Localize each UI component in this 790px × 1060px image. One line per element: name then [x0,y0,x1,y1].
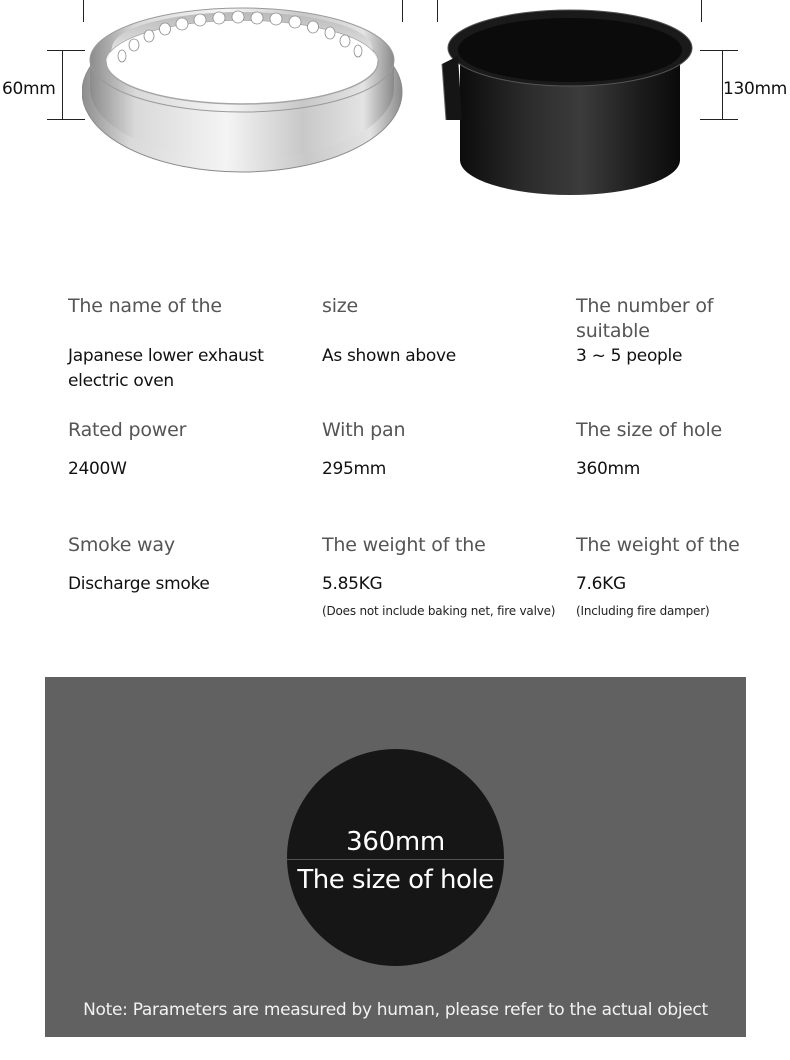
spec-label: Smoke way [68,534,175,556]
spec-cell-hole [576,418,766,482]
spec-value: 7.6KG [576,574,626,594]
spec-cell-name [68,294,298,394]
spec-value: Japanese lower exhaust electric oven [68,346,264,391]
spec-cell-weight-a [322,533,562,619]
black-pan-image [440,0,700,205]
stainless-ring-image [82,0,404,180]
product-images [0,0,790,220]
hole-size-value: 360mm [346,827,445,857]
pan-dim-top-line [700,50,738,51]
spec-value: Discharge smoke [68,574,210,594]
pan-height-label: 130mm [723,79,788,99]
spec-cell-people [576,294,746,369]
ring-height-label: 60mm [2,79,56,99]
spec-label: With pan [322,419,406,441]
spec-label: The size of hole [576,419,723,441]
spec-cell-power [68,418,298,482]
spec-value: 2400W [68,459,127,479]
guide-tick [437,0,438,22]
spec-label: size [322,295,359,317]
ring-dim-bottom-line [47,119,85,120]
spec-cell-pan [322,418,552,482]
spec-note: (Does not include baking net, fire valve) [322,604,556,618]
spec-cell-size [322,294,552,369]
hole-circle [287,749,504,966]
spec-cell-smoke [68,533,298,597]
spec-label: The weight of the [322,534,486,556]
spec-value: 5.85KG [322,574,383,594]
spec-note: (Including fire damper) [576,604,710,618]
spec-value: 295mm [322,459,387,479]
spec-value: 3 ~ 5 people [576,346,683,366]
spec-label: Rated power [68,419,187,441]
ring-dim-vertical-line [62,50,63,120]
spec-label: The number of suitable [576,295,714,342]
measurement-note: Note: Parameters are measured by human, please refer to the actual object [83,1000,708,1020]
pan-dim-bottom-line [700,119,738,120]
hole-divider-line [287,859,504,860]
guide-tick [701,0,702,22]
spec-value: 360mm [576,459,641,479]
spec-cell-weight-b [576,533,766,619]
ring-dim-top-line [47,50,85,51]
spec-label: The name of the [68,295,222,317]
spec-label: The weight of the [576,534,740,556]
hole-size-panel [45,677,746,1037]
spec-value: As shown above [322,346,456,366]
hole-size-caption: The size of hole [297,865,494,895]
